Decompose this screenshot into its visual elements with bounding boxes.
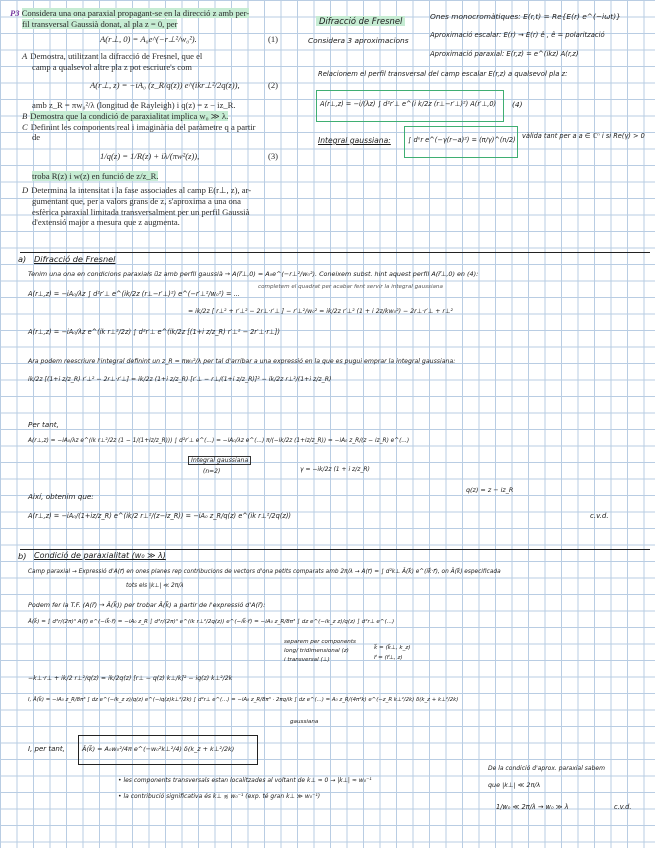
part-b-line-1: Camp paraxial → Expressió d'A(r⃗) en ones planes rep contribucions de vectors d'ona petits comparats amb 2π/λ → A(r⃗) = ∫ d²k⊥ Â(k⃗) e^(ik⃗·r⃗), on Â(k⃗) especificada — [28, 569, 501, 575]
gaussian-integral-note: Integral gaussiana — [188, 456, 251, 465]
part-b-line-4: −k⊥·r⊥ + ik/2 r⊥²/q(z) = ik/2q(z) [r⊥ − q(z) k⊥/k]² − iq(z) k⊥²/2k — [28, 675, 233, 682]
paraxial-condition-1: De la condició d'aprox. paraxial sabem — [488, 765, 605, 772]
fresnel-notes-line-2-left: Considera 3 aproximacions — [308, 36, 409, 45]
gauss-formula: ∫ dⁿr e^(−γ(r−a)²) = (π/γ)^(n/2) — [408, 136, 516, 144]
fresnel-notes — [300, 8, 650, 160]
fresnel-notes-line-2: Aproximació escalar: E(r) → E(r) ê , ê = polarització — [430, 31, 605, 39]
fresnel-formula: A(r⊥,z) = −i/(λz) ∫ d²r′⊥ e^(i k/2z (r⊥−r′⊥)²) A(r′⊥,0) — [320, 100, 497, 108]
gaussian-gamma: γ = −ik/2z (1 + i z/z_R) — [300, 466, 370, 473]
part-a-line-10: A(r⊥,z) = −iA₀/(1+iz/z_R) e^(ik/2 r⊥²/(z−iz_R)) = −iA₀ z_R/q(z) e^(ik r⊥²/2q(z)) — [28, 512, 291, 520]
item-d-line-1: D Determina la intensitat i la fase associades al camp E(r⊥, z), ar- — [22, 185, 252, 196]
item-a-line-1: A Demostra, utilitzant la difracció de Fresnel, que el — [22, 51, 203, 62]
equation-2: A(r⊥, z) = −iA₀ (z_R/q(z)) e^(ikr⊥²/2q(z)), (2) — [90, 80, 278, 91]
fresnel-notes-line-1: Ones monocromàtiques: E(r,t) = Re{E(r) e^(−iωt)} — [430, 12, 621, 21]
part-a-line-7: Per tant, — [28, 420, 59, 429]
gaussian-integral-dimension: (n=2) — [203, 468, 221, 475]
part-b-note-5: r⃗ = (r⃗⊥, z) — [374, 655, 403, 661]
fresnel-notes-line-4: Relacionem el perfil transversal del camp escalar E(r,z) a qualsevol pla z: — [318, 70, 568, 78]
item-a-line-3: amb z_R = πw₀²/λ (longitud de Rayleigh) i q(z) = z − iz_R. — [32, 100, 236, 111]
part-b-bullet-2: • la contribució significativa és k⊥ ≲ w₀⁻¹ (exp. té gran k⊥ ≫ w₀⁻¹) — [118, 793, 321, 800]
part-b-note-3: i transversal (⊥) — [284, 657, 330, 663]
problem-intro-1: P3 Considera una ona paraxial propagant-se en la direcció z amb per- — [10, 8, 250, 18]
part-b-bullet-1: • les components transversals estan localitzades al voltant de k⊥ ≈ 0 → |k⊥| ≈ w₀⁻¹ — [118, 777, 372, 784]
part-a-cvd: c.v.d. — [590, 512, 609, 520]
equation-1: A(r⊥, 0) = A₀e^(−r⊥²/w₀²). (1) — [100, 34, 278, 45]
part-a-line-6: ik/2z [(1+i z/z_R) r′⊥² − 2r⊥·r′⊥] = ik/2z (1+i z/z_R) [r′⊥ − r⊥/(1+i z/z_R)]² − ik/2z r⊥²/(1+i z/z_R) — [28, 376, 332, 383]
item-d-line-2: gumentant que, per a valors grans de z, s'aproxima a una ona — [32, 195, 241, 206]
part-a-line-5: Ara podem reescriure l'integral definint un z_R = πw₀²/λ per tal d'arribar a una expressió en la que es pugui emprar la integral gaussiana: — [28, 358, 456, 365]
q-definition: q(z) = z − iz_R — [466, 486, 514, 494]
fresnel-notes-title: Difracció de Fresnel — [316, 16, 405, 26]
item-c-line-2: de — [32, 132, 41, 143]
part-b-note-1: separem per components — [284, 639, 356, 645]
item-d-line-4: d'extensió major a mesura que z augmenta. — [32, 217, 180, 228]
part-b-gaussian-note: gaussiana — [290, 719, 319, 725]
item-b: B Demostra que la condició de paraxialitat implica w₀ ≫ λ. — [22, 110, 229, 121]
paraxial-condition-3: 1/w₀ ≪ 2π/λ → w₀ ≫ λ — [496, 803, 569, 811]
fresnel-formula-number: (4) — [512, 100, 523, 109]
part-a-label: a) — [18, 254, 27, 264]
part-a-line-9: Així, obtenim que: — [28, 492, 94, 501]
problem-statement — [10, 8, 278, 228]
part-b-line-3: Â(k⃗) = ∫ d³r/(2π)³ A(r⃗) e^(−ik⃗·r⃗) = −iA₀ z_R ∫ d³r/(2π)³ e^(ik r⊥²/2q(z)) e^(−ik⃗·r⃗) = −iA₀ z_R/8π³ ∫ dz e^(−ik_z z)/q(z) ∫ d²r⊥ e^(...) — [28, 619, 395, 625]
item-a-line-2: camp a qualsevol altre pla z pot escriure's com — [32, 61, 192, 72]
part-a-line-2-note: completem el quadrat per acabar fent servir la integral gaussiana — [258, 284, 443, 290]
part-b-line-1-sub: tots els |k⊥| ≪ 2π/λ — [126, 583, 184, 589]
section-divider — [20, 252, 650, 253]
part-b-note-4: k⃗ = (k⃗⊥, k_z) — [374, 645, 411, 651]
part-b-result-label: I, per tant, — [28, 745, 65, 753]
problem-label: P3 — [10, 8, 20, 18]
gauss-label: Integral gaussiana: — [318, 136, 391, 145]
item-d-line-3: esfèrica paraxial limitada transversalment per un perfil Gaussià — [32, 206, 250, 217]
gauss-note: vàlida tant per a a ∈ ℂⁿ i si Re(γ) > 0 — [522, 132, 645, 140]
part-a-line-1: Tenim una ona en condicions paraxials u⃗z amb perfil gaussià → A(r⃗⊥,0) = A₀e^(−r⊥²/w₀²). Coneixem subst. hint aquest perfil A(r⃗⊥,0) en (4): — [28, 270, 479, 278]
part-a-line-2: A(r⊥,z) = −iA₀/λz ∫ d²r′⊥ e^(ik/2z (r⊥−r′⊥)²) e^(−r′⊥²/w₀²) = ... — [28, 290, 240, 298]
part-a-line-8: A(r⊥,z) = −iA₀/λz e^(ik r⊥²/2z (1 − 1/(1+iz/z_R))) ∫ d²r′⊥ e^(...) = −iA₀/λz e^(...) π/(−ik/2z (1+iz/z_R)) = −iA₀ z_R/(z − iz_R) e^(...) — [28, 438, 410, 444]
equation-3: 1/q(z) = 1/R(z) + iλ/(πw²(z)), (3) — [100, 150, 278, 161]
paraxial-condition-2: que |k⊥| ≪ 2π/λ — [488, 781, 541, 789]
item-c-line-3: troba R(z) i w(z) en funció de z/z_R. — [32, 170, 159, 181]
part-b-cvd: c.v.d. — [614, 803, 632, 811]
part-b-line-2: Podem fer la T.F. (A(r⃗) → Â(k⃗)) per trobar Â(k⃗) a partir de l'expressió d'A(r⃗): — [28, 601, 266, 609]
part-b-label: b) — [18, 551, 27, 561]
item-c-line-1: C Definint les components real i imaginària del paràmetre q a partir — [22, 121, 256, 132]
part-a-line-3: = ik/2z [ r⊥² + r′⊥² − 2r⊥·r′⊥ ] − r′⊥²/w₀² = ik/2z r′⊥² (1 + i 2z/kw₀²) − 2r⊥·r′⊥ + r⊥² — [188, 308, 453, 315]
fresnel-notes-line-3: Aproximació paraxial: E(r,z) = e^(ikz) A(r,z) — [430, 50, 579, 58]
part-a — [18, 254, 648, 544]
part-a-title: Difracció de Fresnel — [34, 254, 116, 264]
part-b-line-5: I, Â(k⃗) = −iA₀ z_R/8π³ ∫ dz e^(−ik_z z)/q(z) e^(−iq(z)k⊥²/2k) ∫ d²r⊥ e^(...) = −iA₀ z_R/8π³ · 2πq/ik ∫ dz e^(...) = A₀ z_R/(4π²k) e^(−z_R k⊥²/2k) δ(k_z + k⊥²/2k) — [28, 697, 459, 703]
problem-intro-2: fil transversal Gaussià donat, al pla z = 0, per — [22, 18, 178, 29]
part-b — [18, 551, 648, 843]
part-a-line-4: A(r⊥,z) = −iA₀/λz e^(ik r⊥²/2z) ∫ d²r′⊥ e^(ik/2z [(1+i z/z_R) r′⊥² − 2r′⊥·r⊥]) — [28, 328, 280, 336]
part-b-note-2: long/ tridimensional (z) — [284, 648, 349, 654]
part-b-title: Condició de paraxialitat (w₀ ≫ λ) — [34, 551, 166, 560]
section-divider-2 — [20, 549, 650, 550]
part-b-result-formula: Â(k⃗) = A₀w₀²/4π e^(−w₀²k⊥²/4) δ(k_z + k⊥²/2k) — [82, 745, 235, 753]
